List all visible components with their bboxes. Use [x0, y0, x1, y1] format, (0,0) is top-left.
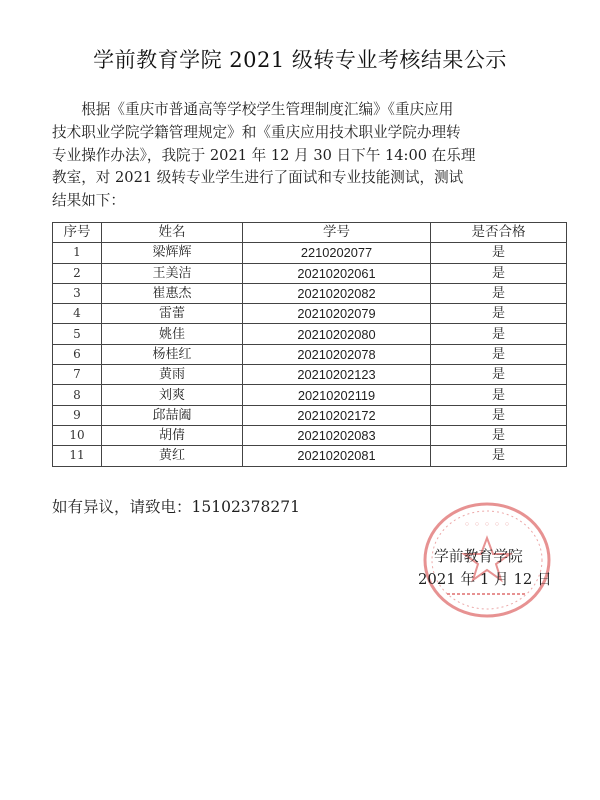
table-row — [53, 304, 567, 324]
cell-qualified: 是 — [431, 405, 567, 425]
cell-index: 3 — [53, 283, 102, 303]
cell-index: 2 — [53, 263, 102, 283]
cell-index: 9 — [53, 405, 102, 425]
cell-student-id: 20210202078 — [243, 344, 431, 364]
table-row — [53, 344, 567, 364]
cell-name: 黄红 — [102, 446, 243, 466]
paragraph-line: 教室，对 2021 级转专业学生进行了面试和专业技能测试，测试 — [52, 169, 464, 187]
cell-index: 5 — [53, 324, 102, 344]
column-header-qualified: 是否合格 — [431, 223, 567, 243]
cell-student-id: 20210202119 — [243, 385, 431, 405]
cell-index: 1 — [53, 243, 102, 263]
cell-student-id: 20210202083 — [243, 425, 431, 445]
cell-qualified: 是 — [431, 243, 567, 263]
cell-student-id: 20210202061 — [243, 263, 431, 283]
table-row — [53, 243, 567, 263]
table-row — [53, 446, 567, 466]
table-row — [53, 324, 567, 344]
signature-date: 2021 年 1 月 12 日 — [418, 571, 552, 588]
document-title: 学前教育学院 2021 级转专业考核结果公示 — [93, 48, 507, 72]
cell-qualified: 是 — [431, 263, 567, 283]
column-header-student-id: 学号 — [243, 223, 431, 243]
cell-student-id: 20210202172 — [243, 405, 431, 425]
paragraph-line: 根据《重庆市普通高等学校学生管理制度汇编》《重庆应用 — [52, 101, 454, 118]
cell-index: 8 — [53, 385, 102, 405]
cell-name: 姚佳 — [102, 324, 243, 344]
cell-name: 胡倩 — [102, 425, 243, 445]
table-row — [53, 405, 567, 425]
paragraph-line: 技术职业学院学籍管理规定》和《重庆应用技术职业学院办理转 — [52, 123, 461, 141]
cell-name: 黄雨 — [102, 365, 243, 385]
table-row — [53, 283, 567, 303]
cell-index: 11 — [53, 446, 102, 466]
cell-student-id: 20210202080 — [243, 324, 431, 344]
cell-index: 7 — [53, 365, 102, 385]
paragraph-line: 结果如下： — [52, 192, 125, 210]
cell-student-id: 20210202079 — [243, 304, 431, 324]
table-row — [53, 385, 567, 405]
cell-name: 崔惠杰 — [102, 283, 243, 303]
cell-qualified: 是 — [431, 425, 567, 445]
cell-qualified: 是 — [431, 365, 567, 385]
svg-text:◦ ◦ ◦ ◦ ◦: ◦ ◦ ◦ ◦ ◦ — [463, 518, 511, 531]
cell-name: 杨桂红 — [102, 344, 243, 364]
cell-student-id: 2210202077 — [243, 243, 431, 263]
contact-line: 如有异议，请致电：15102378271 — [52, 498, 300, 516]
column-header-name: 姓名 — [102, 223, 243, 243]
cell-name: 邱喆阖 — [102, 405, 243, 425]
cell-name: 王美洁 — [102, 263, 243, 283]
cell-name: 刘爽 — [102, 385, 243, 405]
results-table — [52, 222, 567, 467]
cell-student-id: 20210202082 — [243, 283, 431, 303]
cell-index: 4 — [53, 304, 102, 324]
cell-name: 梁辉辉 — [102, 243, 243, 263]
cell-qualified: 是 — [431, 344, 567, 364]
cell-qualified: 是 — [431, 283, 567, 303]
table-row — [53, 365, 567, 385]
cell-qualified: 是 — [431, 385, 567, 405]
cell-name: 雷蕾 — [102, 304, 243, 324]
column-header-index: 序号 — [53, 223, 102, 243]
signature-organization: 学前教育学院 — [434, 548, 523, 565]
cell-index: 6 — [53, 344, 102, 364]
cell-student-id: 20210202123 — [243, 365, 431, 385]
paragraph-line: 专业操作办法》，我院于 2021 年 12 月 30 日下午 14:00 在乐理 — [52, 146, 476, 164]
table-row — [53, 263, 567, 283]
table-header-row — [53, 223, 567, 243]
cell-qualified: 是 — [431, 304, 567, 324]
table-row — [53, 425, 567, 445]
cell-student-id: 20210202081 — [243, 446, 431, 466]
intro-paragraph — [52, 99, 587, 213]
cell-qualified: 是 — [431, 446, 567, 466]
cell-qualified: 是 — [431, 324, 567, 344]
cell-index: 10 — [53, 425, 102, 445]
